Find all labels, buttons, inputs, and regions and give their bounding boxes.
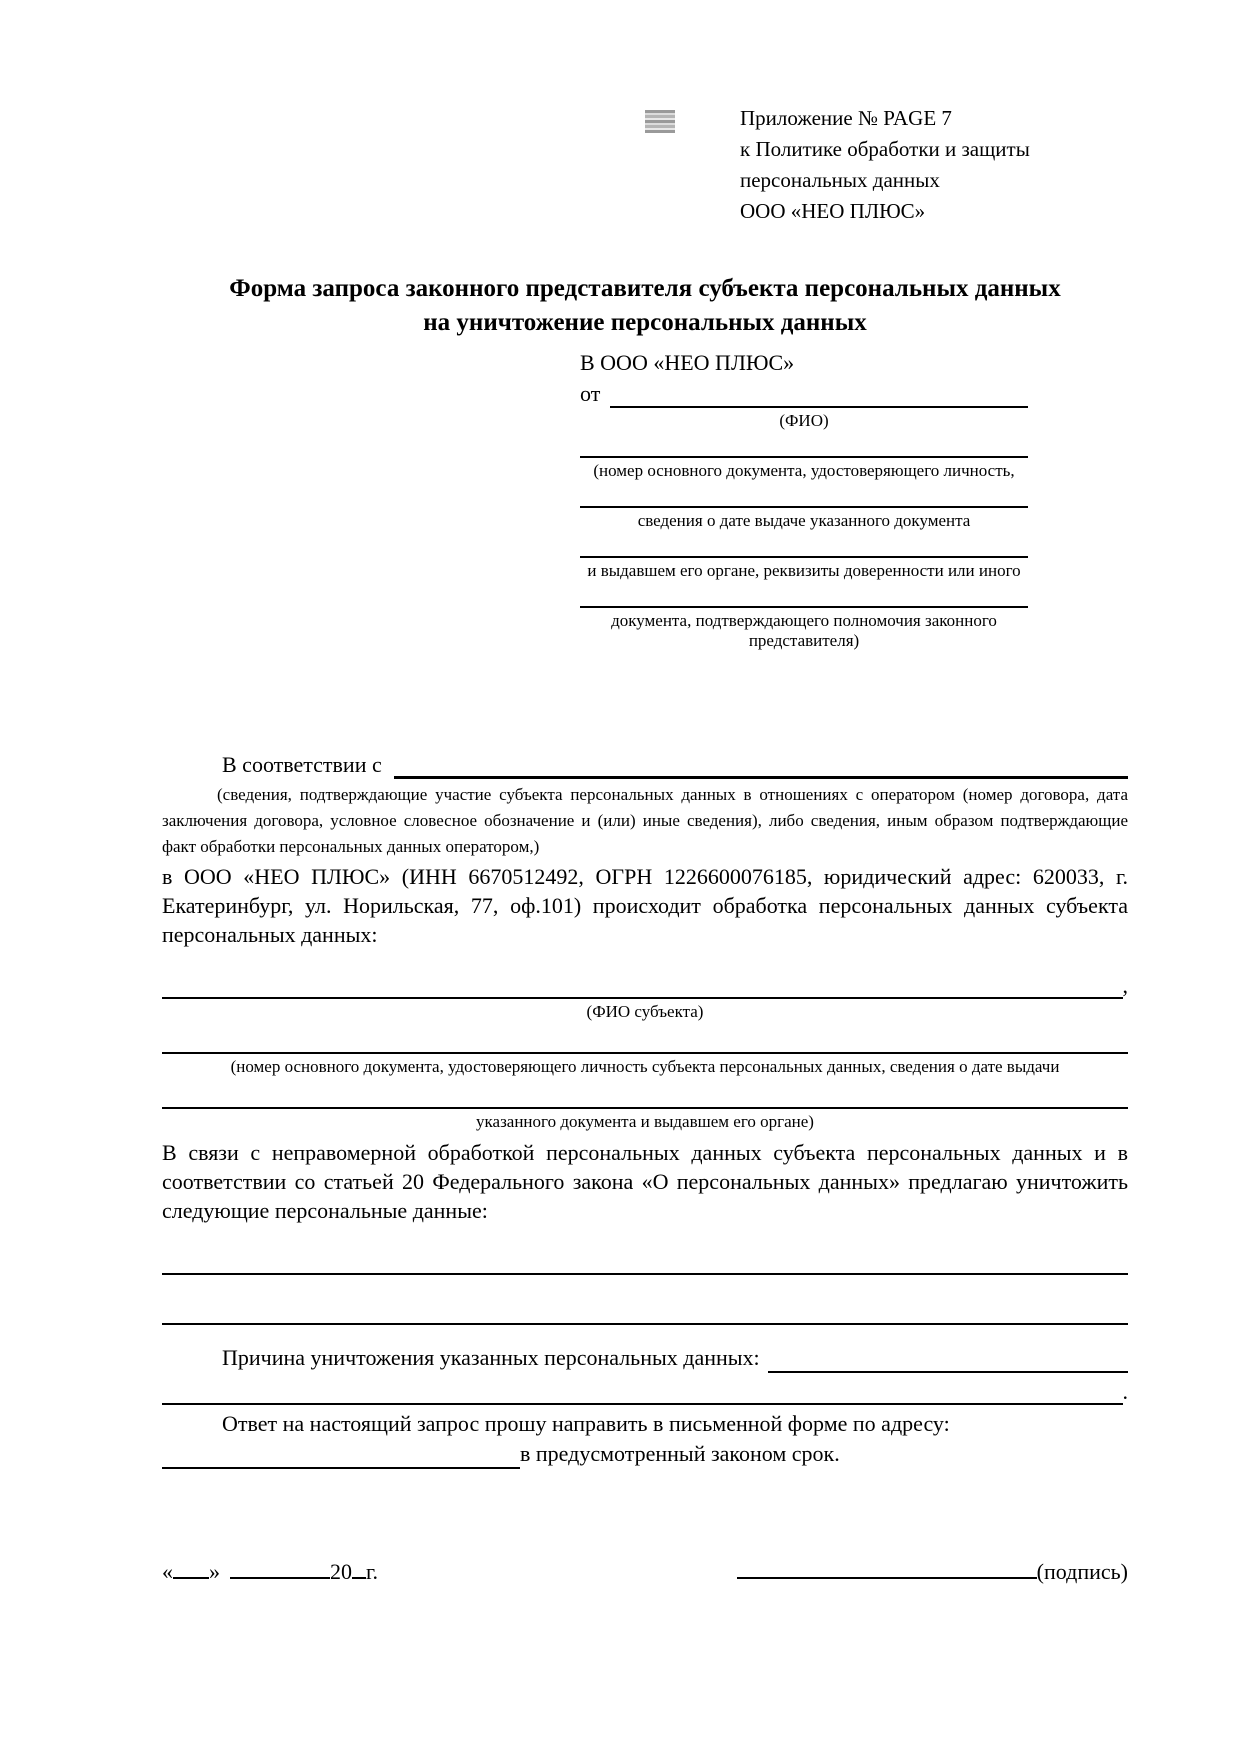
appendix-policy-line: к Политике обработки и защиты bbox=[740, 137, 1030, 161]
date-year-field[interactable] bbox=[352, 1557, 366, 1579]
subject-doc-field-1[interactable] bbox=[162, 1022, 1128, 1054]
signature-caption: (подпись) bbox=[1036, 1559, 1128, 1584]
appendix-policy-line2: персональных данных bbox=[740, 168, 940, 192]
date-part bbox=[162, 1557, 378, 1585]
date-month-field[interactable] bbox=[230, 1557, 330, 1579]
signature-field[interactable] bbox=[737, 1557, 1037, 1579]
subject-fio-field[interactable] bbox=[162, 969, 1123, 999]
reason-row bbox=[162, 1343, 1128, 1373]
data-to-destroy-field-1[interactable] bbox=[162, 1225, 1128, 1275]
reason-field[interactable] bbox=[768, 1343, 1128, 1373]
reason-continuation-row bbox=[162, 1373, 1128, 1405]
representative-doc-caption-1: (номер основного документа, удостоверяющего личность, bbox=[593, 461, 1015, 480]
accordance-note: (сведения, подтверждающие участие субъекта персональных данных в отношениях с оператором (номер договора, дата заключения договора, условное словесное обозначение и (или) иные сведения), либо сведения, иным образом подтверждающие факт обработки персональных данных оператором,) bbox=[162, 785, 1128, 856]
year-text: 20 bbox=[330, 1559, 352, 1584]
subject-fio-caption: (ФИО субъекта) bbox=[586, 1002, 704, 1021]
accordance-basis-field[interactable] bbox=[394, 751, 1128, 779]
representative-doc-caption-4: документа, подтверждающего полномочия законного представителя) bbox=[611, 611, 997, 650]
subject-doc-caption-2: указанного документа и выдавшем его органе) bbox=[476, 1112, 814, 1131]
year-suffix: г. bbox=[366, 1559, 379, 1584]
field-code-marker-icon bbox=[645, 110, 675, 133]
accordance-label: В соответствии с bbox=[222, 752, 382, 777]
subject-trailing-comma: , bbox=[1122, 973, 1128, 998]
data-to-destroy-field-2[interactable] bbox=[162, 1275, 1128, 1325]
reply-address-row bbox=[162, 1439, 1128, 1469]
accordance-row bbox=[162, 751, 1128, 779]
reason-trailing-period: . bbox=[1122, 1379, 1128, 1404]
representative-doc-caption-2: сведения о дате выдаче указанного документа bbox=[637, 511, 971, 530]
reason-label: Причина уничтожения указанных персональных данных: bbox=[222, 1345, 760, 1370]
recipient-block bbox=[580, 348, 1028, 651]
date-day-field[interactable] bbox=[173, 1557, 209, 1579]
request-paragraph: В связи с неправомерной обработкой персональных данных субъекта персональных данных и в соответствии со статьей 20 Федерального закона «О персональных данных» предлагаю уничтожить следующие персональные данные: bbox=[162, 1140, 1128, 1223]
addressee-line: В ООО «НЕО ПЛЮС» bbox=[580, 350, 795, 375]
form-title bbox=[162, 272, 1128, 340]
representative-doc-field-2[interactable] bbox=[580, 481, 1028, 508]
subject-doc-field-2[interactable] bbox=[162, 1077, 1128, 1109]
reply-request-line: Ответ на настоящий запрос прошу направить в письменной форме по адресу: bbox=[222, 1411, 950, 1436]
from-label: от bbox=[580, 381, 601, 406]
fio-caption: (ФИО) bbox=[779, 411, 829, 430]
representative-doc-field-1[interactable] bbox=[580, 431, 1028, 458]
day-close-quote: » bbox=[209, 1559, 220, 1584]
representative-doc-caption-3: и выдавшем его органе, реквизиты доверенности или иного bbox=[587, 561, 1021, 580]
appendix-header bbox=[740, 103, 1070, 227]
reason-field-2[interactable] bbox=[162, 1373, 1123, 1405]
reply-term-text: в предусмотренный законом срок. bbox=[520, 1441, 840, 1466]
day-open-quote: « bbox=[162, 1559, 173, 1584]
from-row bbox=[580, 380, 1028, 408]
subject-doc-caption-1: (номер основного документа, удостоверяющего личность субъекта персональных данных, сведения о дате выдачи bbox=[230, 1057, 1060, 1076]
form-title-line2: на уничтожение персональных данных bbox=[423, 309, 867, 336]
representative-fio-field[interactable] bbox=[610, 380, 1028, 408]
appendix-number-line: Приложение № PAGE 7 bbox=[740, 106, 952, 130]
representative-doc-field-3[interactable] bbox=[580, 531, 1028, 558]
reply-address-field[interactable] bbox=[162, 1441, 520, 1469]
representative-doc-field-4[interactable] bbox=[580, 581, 1028, 608]
signature-part bbox=[737, 1557, 1128, 1585]
form-title-line1: Форма запроса законного представителя субъекта персональных данных bbox=[229, 275, 1061, 302]
operator-paragraph: в ООО «НЕО ПЛЮС» (ИНН 6670512492, ОГРН 1226600076185, юридический адрес: 620033, г. Екатеринбург, ул. Норильская, 77, оф.101) происходит обработка персональных данных субъекта персональных данных: bbox=[162, 864, 1128, 947]
subject-fio-row bbox=[162, 969, 1128, 999]
appendix-company-line: ООО «НЕО ПЛЮС» bbox=[740, 199, 926, 223]
date-signature-row bbox=[162, 1557, 1128, 1585]
